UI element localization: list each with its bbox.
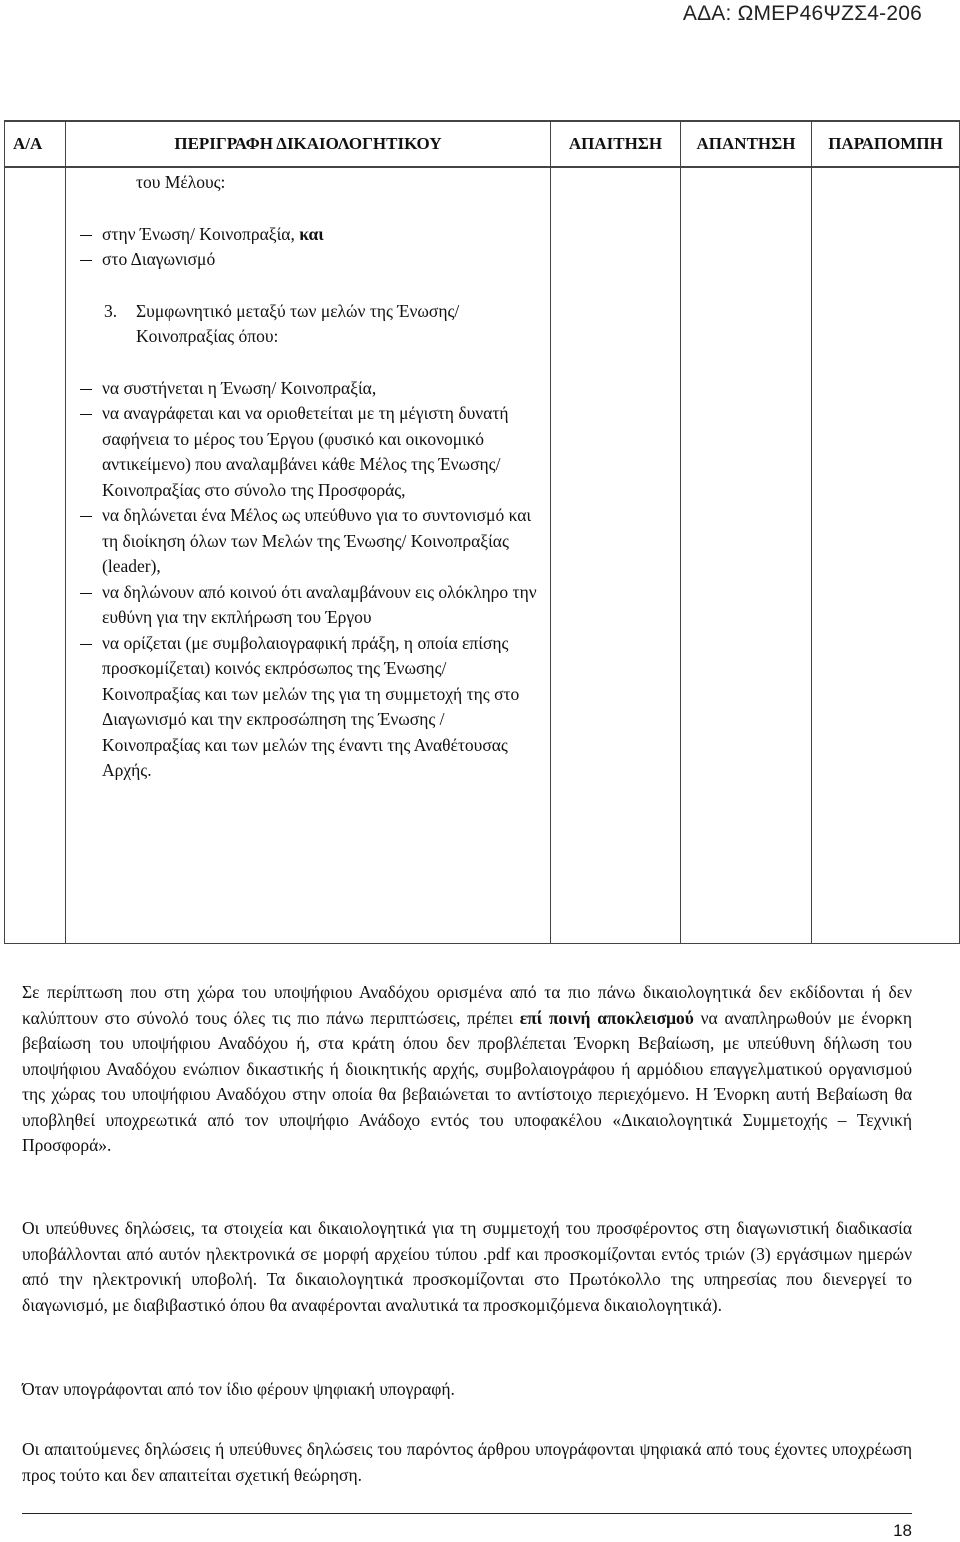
member-list bbox=[66, 222, 540, 273]
footer-divider bbox=[22, 1513, 912, 1514]
cell-reference bbox=[812, 167, 960, 944]
header-reference: ΠΑΡΑΠΟΜΠΗ bbox=[812, 121, 960, 167]
list-item: να δηλώνεται ένα Μέλος ως υπεύθυνο για το συντονισμό και τη διοίκηση όλων των Μελών της Ένωσης/ Κοινοπραξίας (leader), bbox=[66, 503, 540, 580]
cell-aa bbox=[5, 167, 66, 944]
item-3 bbox=[66, 299, 540, 350]
cell-answer bbox=[681, 167, 812, 944]
header-description: ΠΕΡΙΓΡΑΦΗ ΔΙΚΑΙΟΛΟΓΗΤΙΚΟΥ bbox=[66, 121, 551, 167]
paragraph-digital-signature: Όταν υπογράφονται από τον ίδιο φέρουν ψηφιακή υπογραφή. bbox=[22, 1379, 455, 1399]
header-requirement: ΑΠΑΙΤΗΣΗ bbox=[551, 121, 681, 167]
cell-requirement bbox=[551, 167, 681, 944]
table-row bbox=[5, 167, 960, 944]
intro-line: του Μέλους: bbox=[136, 172, 226, 192]
page-number: 18 bbox=[893, 1521, 912, 1540]
list-item: να συστήνεται η Ένωση/ Κοινοπραξία, bbox=[66, 376, 540, 402]
list-item: να ορίζεται (με συμβολαιογραφική πράξη, η οποία επίσης προσκομίζεται) κοινός εκπρόσωπος της Ένωσης/ Κοινοπραξίας και των μελών της για τη συμμετοχή της στο Διαγωνισμό και την εκπροσώπηση της Ένωσης / Κοινοπραξίας και των μελών της έναντι της Αναθέτουσας Αρχής. bbox=[66, 631, 540, 784]
requirements-table bbox=[4, 120, 960, 944]
list-item: στο Διαγωνισμό bbox=[66, 247, 540, 273]
item-number: 3. bbox=[104, 300, 118, 321]
item-text: Συμφωνητικό μεταξύ των μελών της Ένωσης/ Κοινοπραξίας όπου: bbox=[136, 300, 460, 346]
list-item: στην Ένωση/ Κοινοπραξία, και bbox=[66, 222, 540, 248]
ada-code: ΑΔΑ: ΩΜΕΡ46ΨΖΣ4-206 bbox=[682, 2, 922, 25]
list-item: να αναγράφεται και να οριοθετείται με τη μέγιστη δυνατή σαφήνεια το μέρος του Έργου (φυσικό και οικονομικό αντικείμενο) που αναλαμβάνει κάθε Μέλος της Ένωσης/ Κοινοπραξίας στο σύνολο της Προσφοράς, bbox=[66, 401, 540, 503]
paragraph-substitute-affidavit: Σε περίπτωση που στη χώρα του υποψήφιου Αναδόχου ορισμένα από τα πιο πάνω δικαιολογητικά δεν εκδίδονται ή δεν καλύπτουν στο σύνολό τους όλες τις πιο πάνω περιπτώσεις, πρέπει επί ποινή αποκλεισμού να αναπληρωθούν με ένορκη βεβαίωση του υποψήφιου Αναδόχου ή, στα κράτη όπου δεν προβλέπεται Ένορκη Βεβαίωση, με υπεύθυνη δήλωση του υποψήφιου Αναδόχου ενώπιον δικαστικής ή διοικητικής αρχής, συμβολαιογράφου ή αρμόδιου επαγγελματικού οργανισμού της χώρας του υποψήφιου Αναδόχου στην οποία θα βεβαιώνεται το αντίστοιχο περιεχόμενο. Η Ένορκη αυτή Βεβαίωση θα υποβληθεί υποχρεωτικά από τον υποψήφιο Ανάδοχο εντός του υποφακέλου «Δικαιολογητικά Συμμετοχής – Τεχνική Προσφορά». bbox=[22, 982, 913, 1155]
agreement-list bbox=[66, 376, 540, 784]
paragraph-electronic-submission: Οι υπεύθυνες δηλώσεις, τα στοιχεία και δικαιολογητικά για τη συμμετοχή του προσφέροντος στη διαγωνιστική διαδικασία υποβάλλονται από αυτόν ηλεκτρονικά σε μορφή αρχείου τύπου .pdf και προσκομίζονται εντός τριών (3) εργάσιμων ημερών από την ηλεκτρονική υποβολή. Τα δικαιολογητικά προσκομίζονται στο Πρωτόκολλο της υπηρεσίας που διενεργεί το διαγωνισμό, με διαβιβαστικό όπου θα αναφέρονται αναλυτικά τα προσκομιζόμενα δικαιολογητικά). bbox=[22, 1218, 912, 1315]
cell-description bbox=[66, 167, 551, 944]
header-aa: Α/Α bbox=[5, 121, 66, 167]
table-header-row bbox=[5, 121, 960, 167]
header-answer: ΑΠΑΝΤΗΣΗ bbox=[681, 121, 812, 167]
paragraph-required-declarations: Οι απαιτούμενες δηλώσεις ή υπεύθυνες δηλώσεις του παρόντος άρθρου υπογράφονται ψηφιακά από τους έχοντες υποχρέωση προς τούτο και δεν απαιτείται σχετική θεώρηση. bbox=[22, 1439, 912, 1485]
list-item: να δηλώνουν από κοινού ότι αναλαμβάνουν εις ολόκληρο την ευθύνη για την εκπλήρωση του Έργου bbox=[66, 580, 540, 631]
